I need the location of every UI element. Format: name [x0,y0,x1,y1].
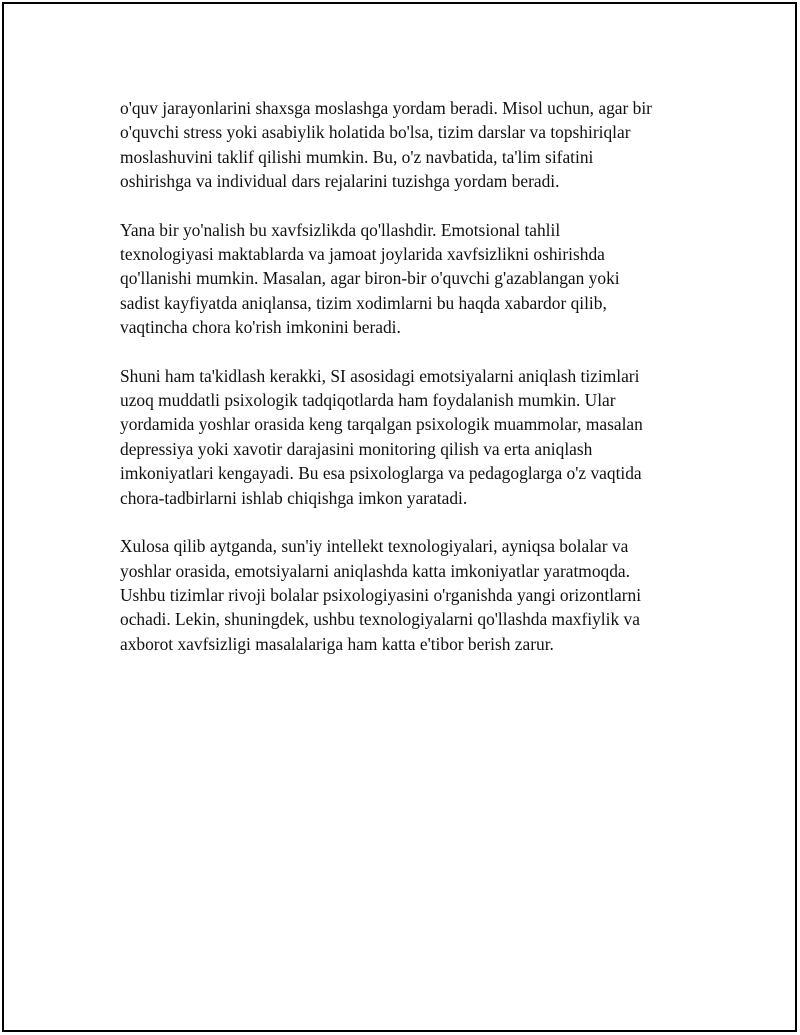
text-line: depressiya yoki xavotir darajasini monitoring qilish va erta aniqlash [120,438,593,459]
text-line: Yana bir yo'nalish bu xavfsizlikda qo'llashdir. Emotsional tahlil [120,219,561,240]
paragraph-1 [120,96,710,194]
text-line: oshirishga va individual dars rejalarini tuzishga yordam beradi. [120,171,560,192]
text-line: sadist kayfiyatda aniqlansa, tizim xodimlarni bu haqda xabardor qilib, [120,292,607,313]
document-body [120,96,710,680]
paragraph-3 [120,364,710,510]
text-line: o'quvchi stress yoki asabiylik holatida bo'lsa, tizim darslar va topshiriqlar [120,122,631,143]
text-line: chora-tadbirlarni ishlab chiqishga imkon yaratadi. [120,487,468,508]
text-line: moslashuvini taklif qilishi mumkin. Bu, o'z navbatida, ta'lim sifatini [120,146,594,167]
text-line: yordamida yoshlar orasida keng tarqalgan psixologik muammolar, masalan [120,414,643,435]
paragraph-2 [120,218,710,340]
text-line: uzoq muddatli psixologik tadqiqotlarda ham foydalanish mumkin. Ular [120,390,616,411]
text-line: Ushbu tizimlar rivoji bolalar psixologiyasini o'rganishda yangi orizontlarni [120,584,642,605]
text-line: imkoniyatlari kengayadi. Bu esa psixologlarga va pedagoglarga o'z vaqtida [120,463,642,484]
text-line: qo'llanishi mumkin. Masalan, agar biron-bir o'quvchi g'azablangan yoki [120,268,620,289]
text-line: vaqtincha chora ko'rish imkonini beradi. [120,317,401,338]
document-page [2,2,797,1032]
text-line: Xulosa qilib aytganda, sun'iy intellekt texnologiyalari, ayniqsa bolalar va [120,536,629,557]
text-line: o'quv jarayonlarini shaxsga moslashga yordam beradi. Misol uchun, agar bir [120,98,652,118]
text-line: ochadi. Lekin, shuningdek, ushbu texnologiyalarni qo'llashda maxfiylik va [120,609,640,630]
text-line: texnologiyasi maktablarda va jamoat joylarida xavfsizlikni oshirishda [120,244,605,265]
text-line: Shuni ham ta'kidlash kerakki, SI asosidagi emotsiyalarni aniqlash tizimlari [120,365,640,386]
text-line: axborot xavfsizligi masalalariga ham katta e'tibor berish zarur. [120,633,554,654]
paragraph-4 [120,534,710,656]
text-line: yoshlar orasida, emotsiyalarni aniqlashda katta imkoniyatlar yaratmoqda. [120,560,630,581]
